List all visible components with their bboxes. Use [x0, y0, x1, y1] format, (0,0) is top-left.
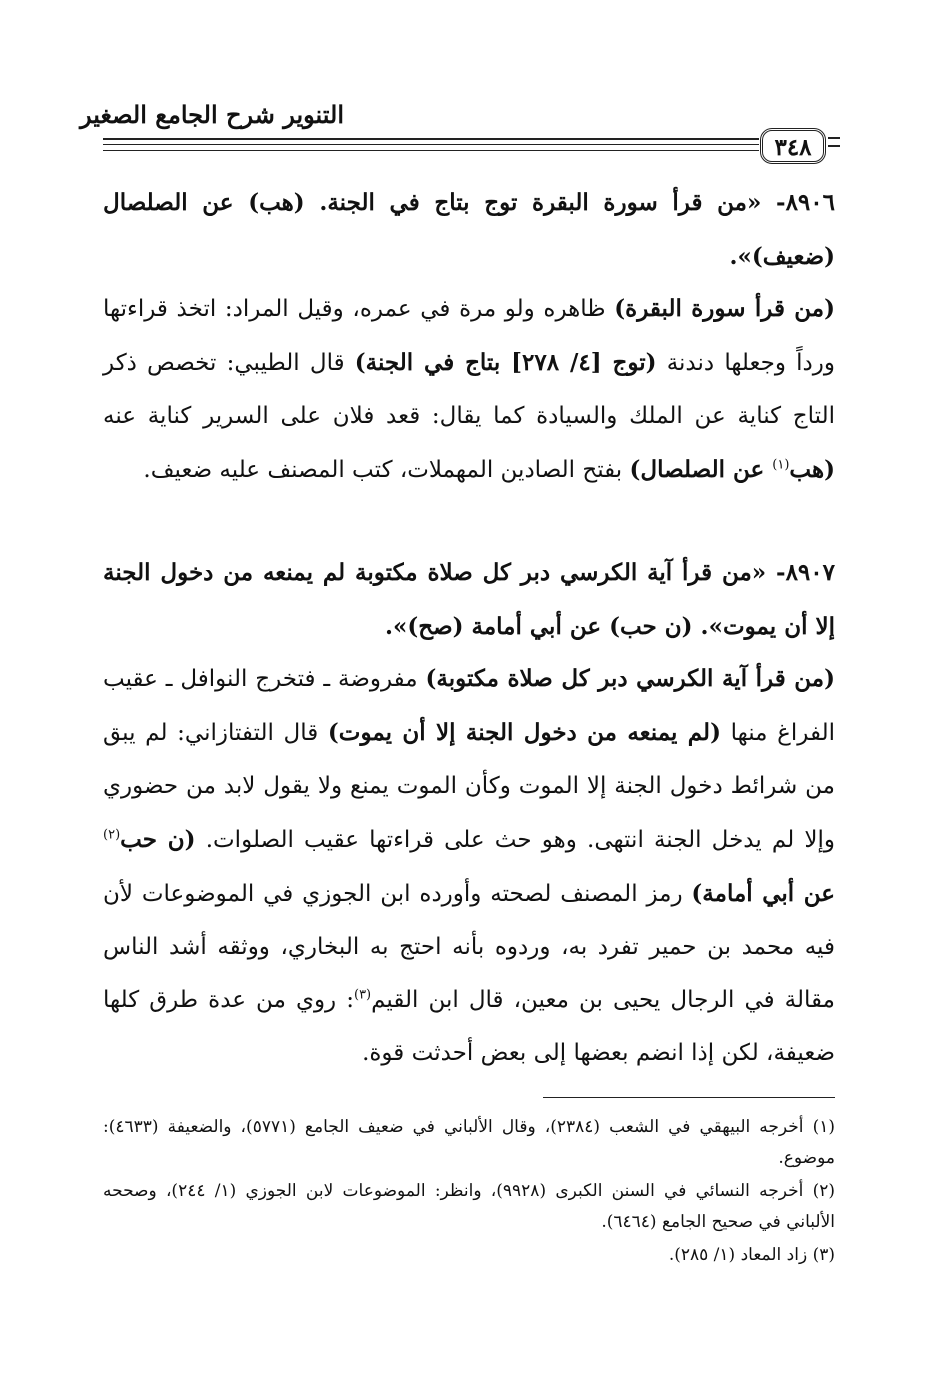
header-rule: [103, 144, 759, 145]
footnote-ref: (٣): [353, 987, 372, 1003]
header-rule: [103, 150, 759, 151]
commentary-text: ظاهره ولو مرة في عمره، وقيل المراد: اتخذ قراءتها ورداً وجعلها دندنة: [103, 296, 835, 376]
quote-mark: ».: [729, 243, 752, 270]
hadith-text: من قرأ سورة البقرة توج بتاج في الجنة. (هب) عن الصلصال (ضعيف): [103, 189, 835, 270]
lemma: (من قرأ آية الكرسي دبر كل صلاة مكتوبة): [425, 665, 835, 692]
lemma: عن الصلصال): [629, 456, 773, 483]
commentary-8907: [103, 652, 835, 1080]
commentary-8906: [103, 282, 835, 497]
lemma: عن أبي أمامة): [691, 880, 835, 907]
hadith-8907: [103, 546, 835, 654]
page-number-ornament: [828, 137, 840, 147]
footnote-separator: [543, 1097, 835, 1098]
page-number: ٣٤٨: [760, 128, 826, 164]
running-header-title: التنوير شرح الجامع الصغير: [80, 100, 344, 129]
header-rule: [103, 138, 759, 140]
hadith-number: ٨٩٠٦-: [776, 189, 835, 216]
hadith-source: ». (ن حب) عن أبي أمامة (صح)».: [384, 613, 723, 640]
hadith-number: ٨٩٠٧-: [776, 559, 835, 586]
footnote-3: (٣) زاد المعاد (١/ ٢٨٥).: [668, 1245, 835, 1265]
commentary-text: مفروضة ـ فتخرج النوافل ـ عقيب الفراغ منها: [103, 666, 835, 746]
quote-mark: «: [751, 559, 777, 586]
commentary-text: قال الطيبي: تخصص ذكر التاج كناية عن الملك والسيادة كما يقال: قعد فلان على السرير كناية عنه: [103, 350, 835, 429]
footnote-ref: (٢): [103, 827, 121, 843]
lemma: (من قرأ سورة البقرة): [614, 295, 835, 322]
footnote-1: (١) أخرجه البيهقي في الشعب (٢٣٨٤)، وقال الألباني في ضعيف الجامع (٥٧٧١)، والضعيفة (٤٦٣٣): موضوع.: [103, 1117, 836, 1168]
commentary-text: بفتح الصادين المهملات، كتب المصنف عليه ضعيف.: [143, 457, 630, 483]
hadith-8906: [103, 176, 835, 284]
commentary-text: قال التفتازاني: لم يبق من شرائط دخول الجنة إلا الموت وكأن الموت يمنع ولا يقول لابد من حضوري وإلا لم يدخل الجنة انتهى. وهو حث على قراءتها عقيب الصلوات.: [103, 720, 835, 853]
footnote-2: (٢) أخرجه النسائي في السنن الكبرى (٩٩٢٨)، وانظر: الموضوعات لابن الجوزي (١/ ٢٤٤)، وصححه الألباني في صحيح الجامع (٦٤٦٤).: [103, 1181, 836, 1232]
lemma: (هب: [789, 456, 835, 483]
quote-mark: «: [746, 189, 777, 216]
commentary-text: رمز المصنف لصحته وأورده ابن الجوزي في الموضوعات لأن فيه محمد بن حمير تفرد به، وردوه بأنه احتج به البخاري، ووثقه أشد الناس مقالة في الرجال يحيى بن معين، قال ابن القيم: [103, 881, 835, 1013]
footnote-ref: (١): [772, 457, 790, 473]
footnotes: [103, 1112, 835, 1273]
commentary-text: : روي من عدة طرق كلها ضعيفة، لكن إذا انضم بعضها إلى بعض أحدثت قوة.: [103, 987, 835, 1066]
lemma: (لم يمنعه من دخول الجنة إلا أن يموت): [327, 719, 721, 746]
hadith-text: من قرأ آية الكرسي دبر كل صلاة مكتوبة لم يمنعه من دخول الجنة إلا أن يموت: [103, 559, 835, 640]
lemma: (ن حب: [120, 826, 196, 853]
lemma: (توج [٤/ ٢٧٨] بتاج في الجنة): [354, 349, 657, 376]
